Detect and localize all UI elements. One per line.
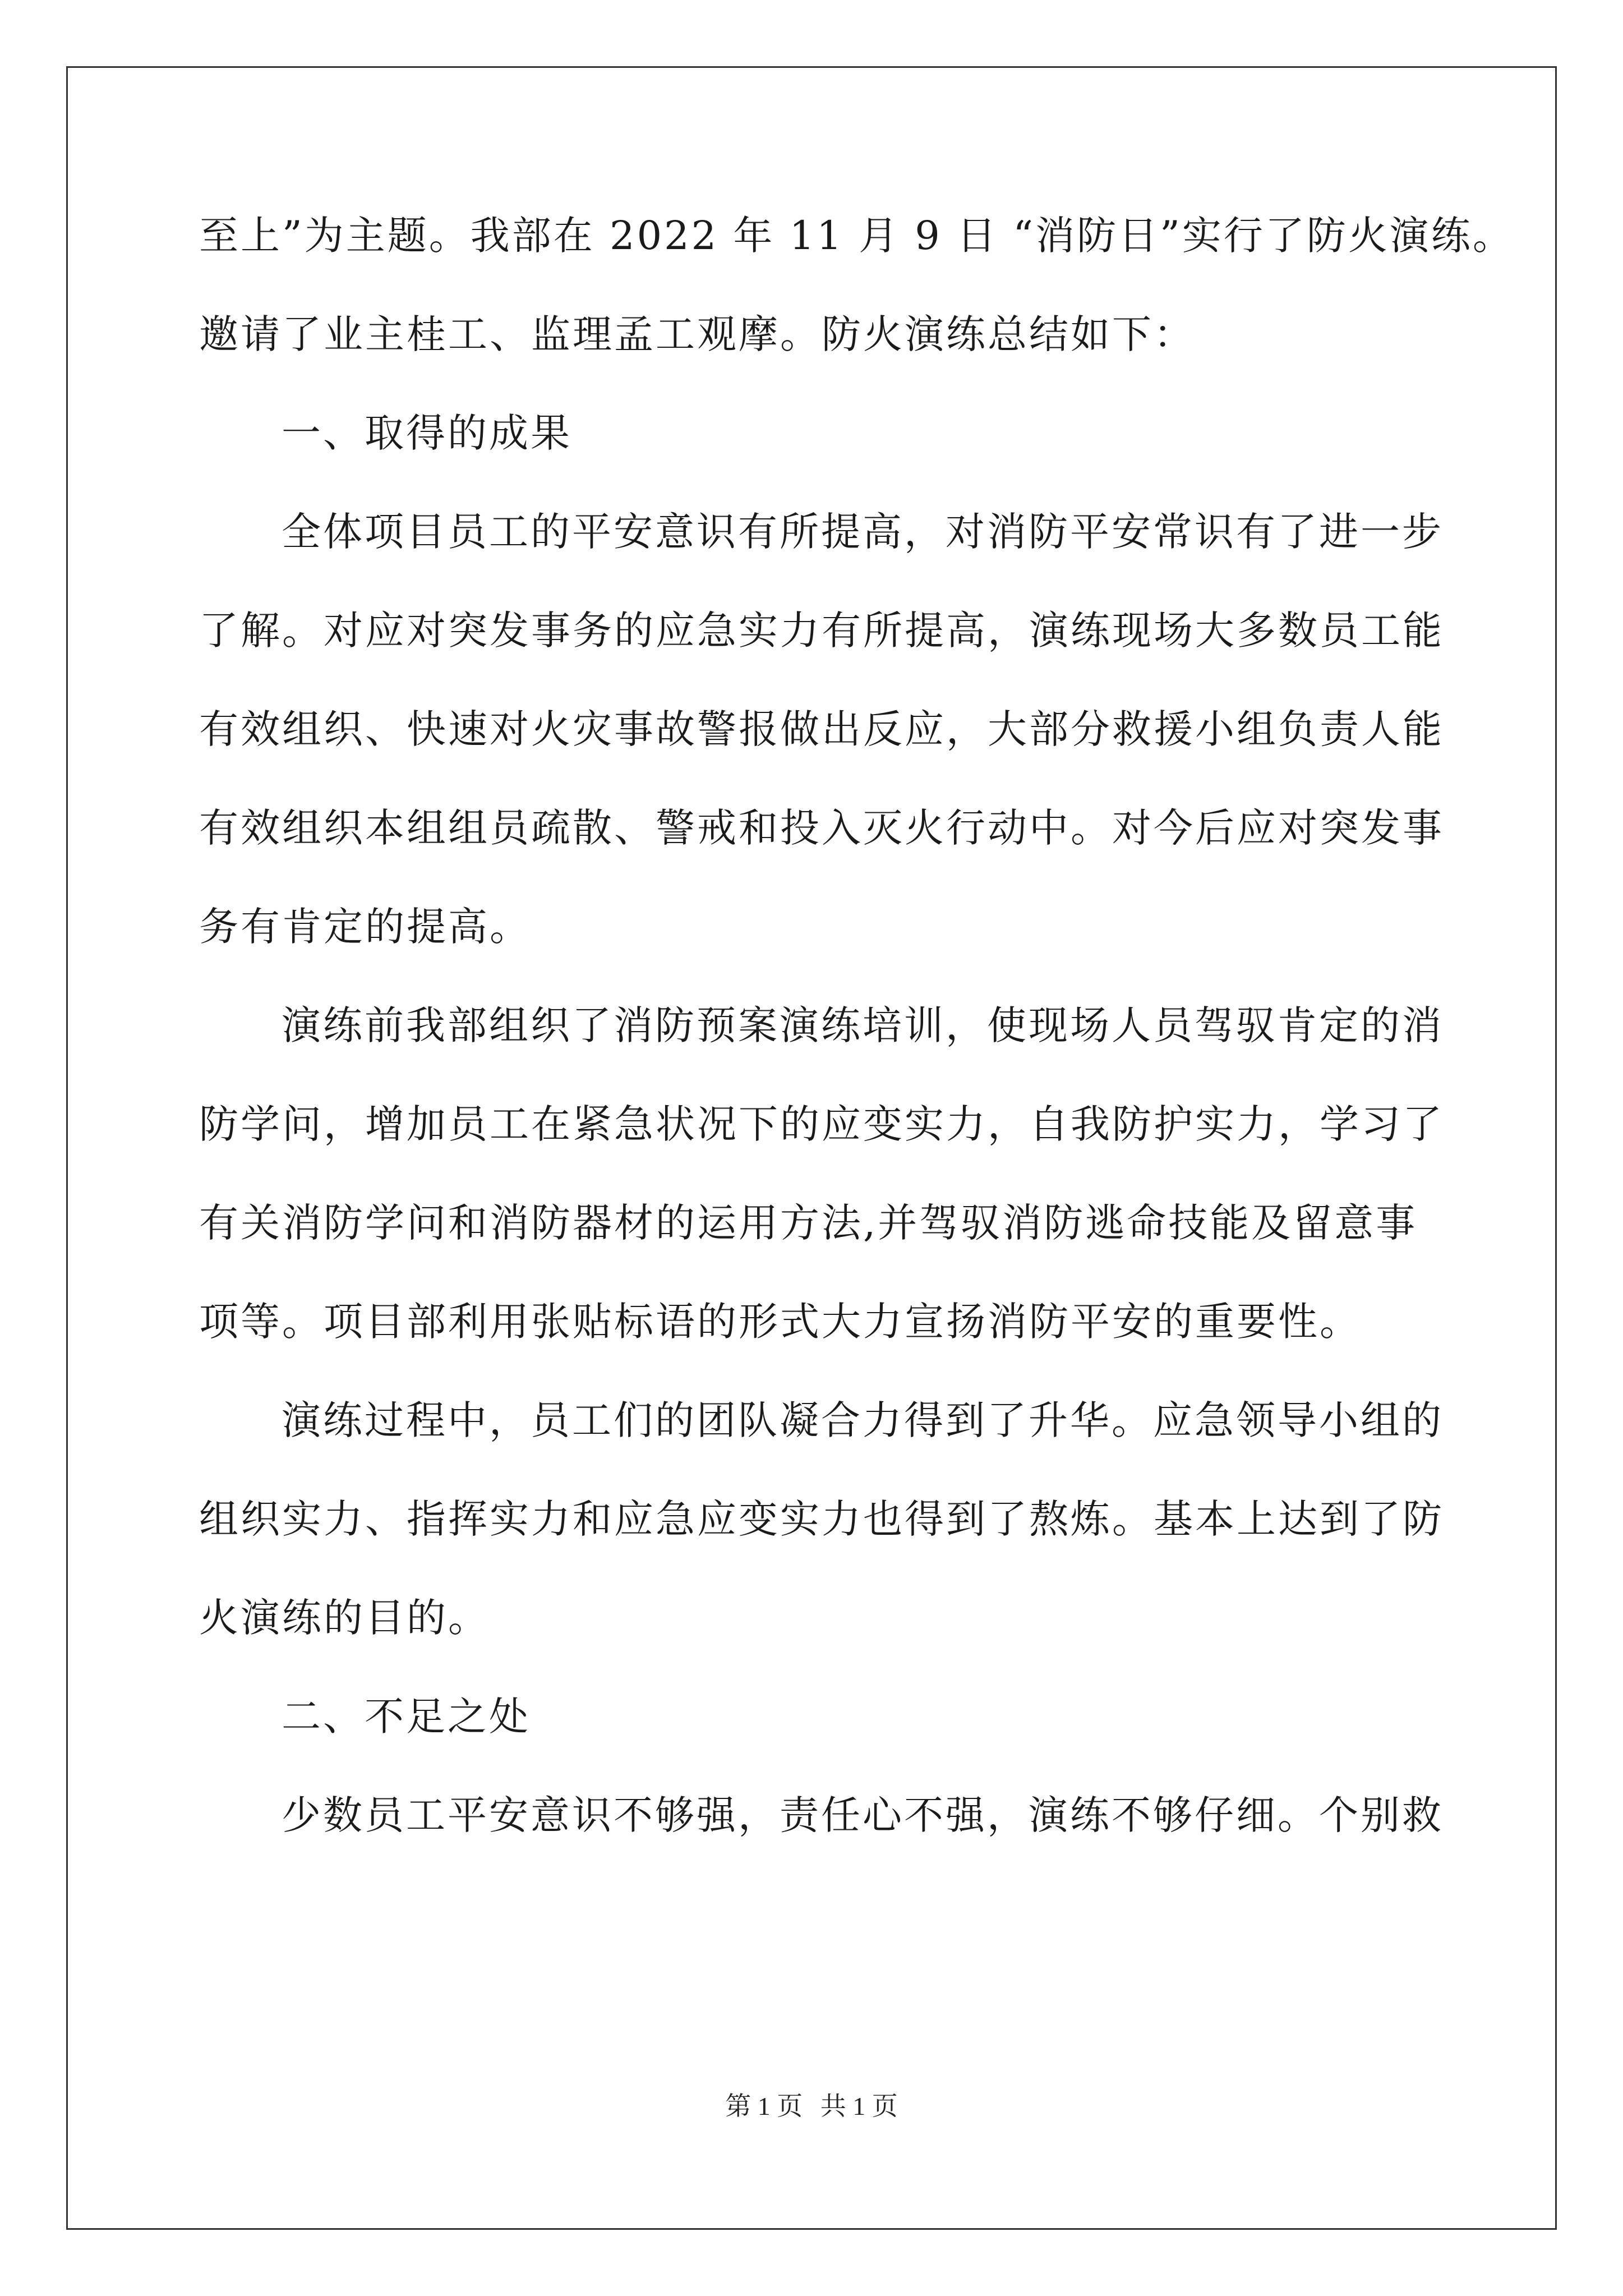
text-line: 有效组织本组组员疏散、警戒和投入灭火行动中。对今后应对突发事 [199,805,1444,851]
text-line: 演练过程中，员工们的团队凝合力得到了升华。应急领导小组的 [282,1397,1444,1443]
page-total: 共 1 页 [820,2092,898,2120]
section-heading: 一、取得的成果 [282,410,572,456]
text-line: 演练前我部组织了消防预案演练培训，使现场人员驾驭肯定的消 [282,1002,1444,1048]
text-line: 防学问，增加员工在紧急状况下的应变实力，自我防护实力，学习了 [199,1101,1444,1147]
page-number: 第 1 页 [725,2092,803,2120]
text-line: 邀请了业主桂工、监理孟工观摩。防火演练总结如下： [199,311,1195,357]
text-line: 少数员工平安意识不够强，责任心不强，演练不够仔细。个别救 [282,1792,1444,1838]
page-footer [0,2092,1623,2120]
text-line: 至上”为主题。我部在 2022 年 11 月 9 日 “消防日”实行了防火演练。 [199,213,1514,259]
text-line: 务有肯定的提高。 [199,904,531,950]
text-line: 组织实力、指挥实力和应急应变实力也得到了熬炼。基本上达到了防 [199,1496,1444,1542]
text-line: 有效组织、快速对火灾事故警报做出反应，大部分救援小组负责人能 [199,706,1444,752]
document-body [199,213,1514,1894]
text-line: 全体项目员工的平安意识有所提高，对消防平安常识有了进一步 [282,509,1444,555]
text-line: 火演练的目的。 [199,1595,490,1641]
text-line: 有关消防学问和消防器材的运用方法,并驾驭消防逃命技能及留意事 [199,1200,1418,1246]
text-line: 项等。项目部利用张贴标语的形式大力宣扬消防平安的重要性。 [199,1299,1361,1345]
text-line: 了解。对应对突发事务的应急实力有所提高，演练现场大多数员工能 [199,608,1444,654]
section-heading: 二、不足之处 [282,1694,531,1740]
